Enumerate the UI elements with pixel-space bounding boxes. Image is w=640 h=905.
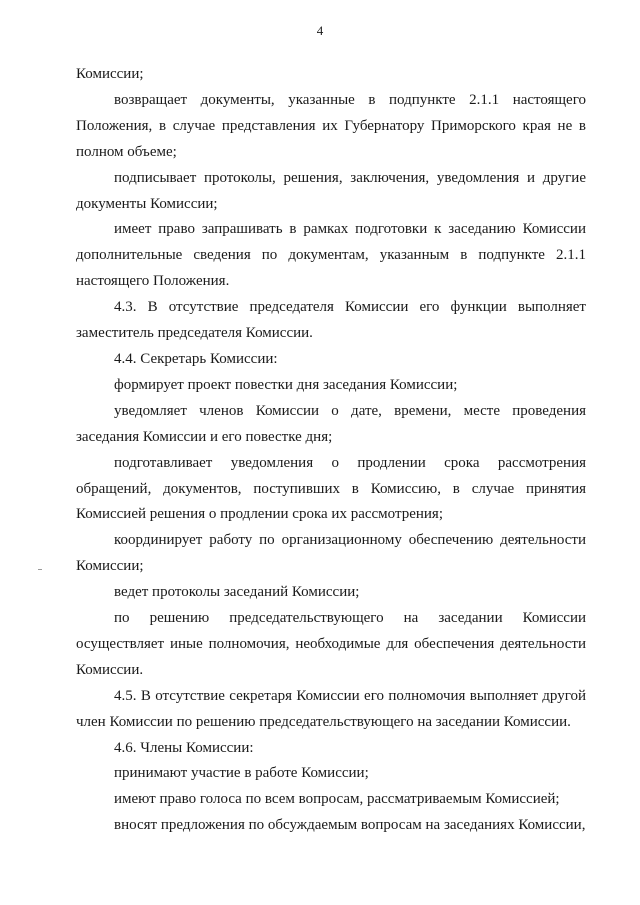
document-body — [76, 62, 586, 839]
paragraph-4-4-heading: 4.4. Секретарь Комиссии: — [114, 350, 278, 367]
paragraph-keep-protocols: ведет протоколы заседаний Комиссии; — [114, 584, 360, 601]
paragraph-other-powers: по решению председательствующего на заседании Комиссии осуществляет иные полномочия, необходимые для обеспечения деятельности Комиссии. — [76, 610, 586, 678]
paragraph-agenda: формирует проект повестки дня заседания Комиссии; — [114, 376, 458, 393]
paragraph-notify-members: уведомляет членов Комиссии о дате, времени, месте проведения заседания Комиссии и его повестке дня; — [76, 402, 586, 445]
paragraph-proposals: вносят предложения по обсуждаемым вопросам на заседаниях Комиссии, — [114, 817, 586, 834]
paragraph-4-5: 4.5. В отсутствие секретаря Комиссии его полномочия выполняет другой член Комиссии по решению председательствующего на заседании Комиссии. — [76, 687, 586, 730]
paragraph-continuation: Комиссии; — [76, 66, 144, 82]
paragraph-request-info: имеет право запрашивать в рамках подготовки к заседанию Комиссии дополнительные сведения по документам, указанным в подпункте 2.1.1 настоящего Положения. — [76, 221, 586, 290]
paragraph-extension-notices: подготавливает уведомления о продлении срока рассмотрения обращений, документов, поступивших в Комиссию, в случае принятия Комиссией решения о продлении срока их рассмотрения; — [76, 454, 586, 523]
paragraph-sign-protocols: подписывает протоколы, решения, заключения, уведомления и другие документы Комиссии; — [76, 169, 586, 212]
paragraph-voting-right: имеют право голоса по всем вопросам, рассматриваемым Комиссией; — [114, 791, 560, 808]
scan-mark — [38, 569, 42, 570]
paragraph-return-documents: возвращает документы, указанные в подпункте 2.1.1 настоящего Положения, в случае представления их Губернатору Приморского края не в полном объеме; — [76, 91, 586, 160]
paragraph-participate: принимают участие в работе Комиссии; — [114, 765, 369, 782]
paragraph-coordinate-work: координирует работу по организационному обеспечению деятельности Комиссии; — [76, 532, 586, 575]
paragraph-4-3: 4.3. В отсутствие председателя Комиссии его функции выполняет заместитель председателя Комиссии. — [76, 299, 586, 342]
page-number: 4 — [316, 23, 324, 38]
paragraph-4-6-heading: 4.6. Члены Комиссии: — [114, 739, 254, 756]
